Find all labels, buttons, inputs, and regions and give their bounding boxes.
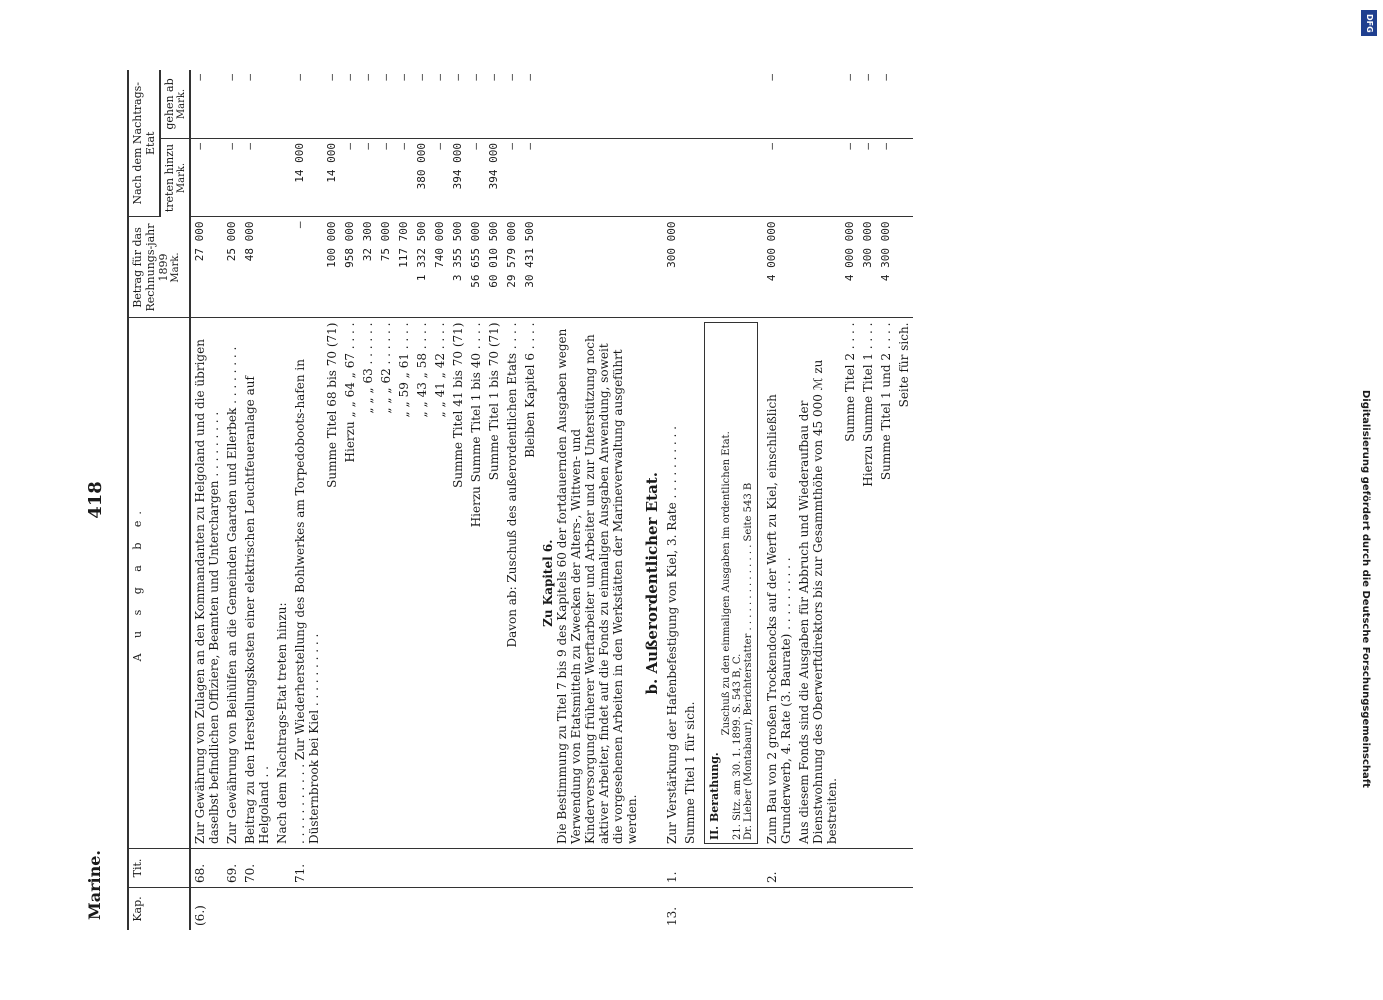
sum-row [467,70,485,930]
betrag-cell: 300 000 [859,217,877,318]
kap-cell [681,888,699,931]
zu-kapitel-row [539,70,641,930]
table-row [273,70,291,930]
table-row [763,70,795,930]
betrag-cell: — [291,217,323,318]
tit-cell [431,849,449,888]
hinzu-cell: — [467,139,485,218]
tit-cell [449,849,467,888]
sum-label: Hierzu Summe Titel 1 . . . . [859,318,877,849]
hinzu-cell: — [521,139,539,218]
ab-cell: — [395,70,413,139]
col-ab-label: gehen ab [162,78,176,130]
tit-cell [521,849,539,888]
table-row [663,70,681,930]
betrag-cell: 56 655 000 [467,217,485,318]
ab-cell: — [359,70,377,139]
page-header [85,80,115,920]
hinzu-cell: — [395,139,413,218]
ab-cell: — [449,70,467,139]
ab-cell: — [763,70,795,139]
beratung-line1: Zuschuß zu den einmaligen Ausgaben im ordentlichen Etat. [720,431,732,736]
kap-cell [413,888,431,931]
col-kap: Kap. [128,888,190,931]
col-ab [160,70,190,139]
tit-cell [841,849,859,888]
col-tit: Tit. [128,849,190,888]
item-text: Zum Bau von 2 großen Trockendocks auf der Werft zu Kiel, einschließlich Grunderwerb, 4. Rate (3. Baurate) . . . . . . . . . . [763,318,795,849]
kap-cell [467,888,485,931]
table-body-sums-b [841,70,913,930]
kap-cell [291,888,323,931]
sum-row [395,70,413,930]
hinzu-cell: — [431,139,449,218]
tit-cell [467,849,485,888]
betrag-cell: 4 000 000 [841,217,859,318]
rotated-sheet [67,50,1317,950]
betrag-cell: 100 000 [323,217,341,318]
zu-kapitel-heading: Zu Kapitel 6. [540,539,555,627]
ab-cell: — [223,70,241,139]
sum-label: Hierzu Summe Titel 1 bis 40 . . . . [467,318,485,849]
tit-cell: 69. [223,849,241,888]
side-note [1357,10,1377,990]
kap-cell: 13. [664,906,679,926]
betrag-cell: 4 300 000 [877,217,895,318]
col-betrag-unit: Mark. [169,252,181,283]
sum-label: Seite für sich. [895,318,913,849]
hinzu-cell [795,139,841,218]
betrag-cell [795,217,841,318]
betrag-cell: 27 000 [190,217,223,318]
hinzu-cell: — [763,139,795,218]
sum-label: Hierzu „ „ 64 „ 67 . . . . [341,318,359,849]
col-nachtrag: Nach dem Nachtrags-Etat [128,70,160,217]
betrag-cell: 25 000 [223,217,241,318]
item-text: Zur Gewährung von Beihülfen an die Gemeinden Gaarden und Ellerbek . . . . . . . . [223,318,241,849]
col-betrag [128,217,190,318]
tit-cell [413,849,431,888]
kap-cell [795,888,841,931]
hinzu-cell: — [359,139,377,218]
sum-label: „ „ 59 „ 61 . . . . [395,318,413,849]
kap-cell [395,888,413,931]
tit-cell [485,849,503,888]
kap-cell [431,888,449,931]
beratung-row [699,70,763,930]
table-row [795,70,841,930]
ab-cell: — [323,70,341,139]
sum-row [859,70,877,930]
kap-cell [859,888,877,931]
sum-row [841,70,859,930]
side-note-text: Digitalisierung gefördert durch die Deutsche Forschungsgemeinschaft [1360,390,1371,788]
section-b-row [641,70,663,930]
table-row [190,70,223,930]
ab-cell: — [841,70,859,139]
sum-row [895,70,913,930]
page-number: 418 [84,481,106,519]
ab-cell: — [291,70,323,139]
table-row [241,70,273,930]
tit-cell [341,849,359,888]
sum-row [377,70,395,930]
col-hinzu-label: treten hinzu [162,143,176,213]
sum-label: Summe Titel 41 bis 70 (71) [449,318,467,849]
ab-cell [795,70,841,139]
betrag-cell: 740 000 [431,217,449,318]
col-betrag-label: Betrag für das Rechnungs-jahr 1899 [130,223,170,312]
sum-label: „ „ 41 „ 42 . . . . [431,318,449,849]
ab-cell: — [521,70,539,139]
col-hinzu-unit: Mark. [175,162,187,194]
item-text: Aus diesem Fonds sind die Ausgaben für Abbruch und Wiederaufbau der Dienstwohnung des Oberwerftdirektors bis zur Gesammthöhe von 45 000 ℳ zu bestreiten. [795,318,841,849]
hinzu-cell: — [241,139,273,218]
ab-cell: — [877,70,895,139]
sum-row [359,70,377,930]
col-ab-unit: Mark. [175,88,187,120]
betrag-cell: 1 332 500 [413,217,431,318]
ab-cell: — [859,70,877,139]
hinzu-cell [681,139,699,218]
betrag-cell: 60 010 500 [485,217,503,318]
hinzu-cell: — [503,139,521,218]
hinzu-cell [663,139,681,218]
tit-cell [359,849,377,888]
kap-cell [273,888,291,931]
sum-row [521,70,539,930]
tit-cell: 70. [241,849,273,888]
kap-cell [485,888,503,931]
section-b-title: b. Außerordentlicher Etat. [641,318,663,849]
kap-cell [323,888,341,931]
betrag-cell: 29 579 000 [503,217,521,318]
betrag-cell: 30 431 500 [521,217,539,318]
kap-cell: (6.) [192,905,207,926]
ab-cell [681,70,699,139]
ab-cell [663,70,681,139]
betrag-cell: 117 700 [395,217,413,318]
ab-cell: — [413,70,431,139]
sum-label: „ „ 43 „ 58 . . . . [413,318,431,849]
table-row [291,70,323,930]
hinzu-cell: — [841,139,859,218]
budget-table [127,70,913,930]
tit-cell [859,849,877,888]
item-text: Nach dem Nachtrags-Etat treten hinzu: [273,318,291,849]
kap-cell [241,888,273,931]
beratung-title: II. Berathung. [707,752,721,840]
tit-cell [377,849,395,888]
sum-label: „ „ „ 63 . . . . . . [359,318,377,849]
betrag-cell: 75 000 [377,217,395,318]
dfg-badge: DFG [1361,10,1377,36]
item-text: . . . . . . . . . . . Zur Wiederherstellung des Bohlwerkes am Torpedoboots-hafen in Düsternbrook bei Kiel . . . . . . . . . . [291,318,323,849]
betrag-cell: 958 000 [341,217,359,318]
col-hinzu [160,139,190,218]
beratung-box [704,323,758,845]
betrag-cell: 48 000 [241,217,273,318]
ab-cell: — [341,70,359,139]
hinzu-cell: — [341,139,359,218]
item-text: Summe Titel 1 für sich. [681,318,699,849]
hinzu-cell: 394 000 [485,139,503,218]
zu-kapitel-section [539,70,663,930]
kap-cell [341,888,359,931]
table-row [223,70,241,930]
kap-cell [223,888,241,931]
sum-row [485,70,503,930]
tit-cell: 1. [663,849,681,888]
ab-cell [273,70,291,139]
betrag-cell [681,217,699,318]
betrag-cell: 32 300 [359,217,377,318]
sum-label: Bleiben Kapitel 6 . . . . [521,318,539,849]
hinzu-cell: — [190,139,223,218]
kap-cell [521,888,539,931]
beratung-cell [699,318,763,849]
kap-cell [841,888,859,931]
tit-cell [895,849,913,888]
ab-cell: — [467,70,485,139]
col-ausgabe: A u s g a b e. [128,318,190,849]
kap-cell [359,888,377,931]
tit-cell [681,849,699,888]
hinzu-cell: 14 000 [291,139,323,218]
hinzu-cell: 394 000 [449,139,467,218]
betrag-cell: 4 000 000 [763,217,795,318]
sum-label: Summe Titel 68 bis 70 (71) [323,318,341,849]
beratung-line2: 21. Sitz. am 30. 1. 1899. S. 543 B, C. [731,653,743,840]
hinzu-cell [895,139,913,218]
table-body-sums-a [323,70,539,930]
kap-cell [763,888,795,931]
zu-kapitel-text: Die Bestimmung zu Titel 7 bis 9 des Kapitels 60 der fortdauernden Ausgaben wegen Verwendung von Etatsmitteln zu Zwecken der Alters-, Wittwen- und Kinderversorgung früherer Werftarbeiter und Arbeiter und zur Unterstützung noch aktiver Arbeiter, findet auf die Fonds zu einmaligen Ausgaben Anwendung, soweit die vorgesehenen Arbeiten in den Werkstätten der Marineverwaltung ausgeführt werden. [554,328,639,844]
sum-label: Summe Titel 1 bis 70 (71) [485,318,503,849]
betrag-cell [895,217,913,318]
kap-cell [877,888,895,931]
hinzu-cell: — [877,139,895,218]
kap-cell [503,888,521,931]
betrag-cell [273,217,291,318]
table-row [681,70,699,930]
tit-cell [795,849,841,888]
ab-cell [895,70,913,139]
ab-cell: — [190,70,223,139]
hinzu-cell: 380 000 [413,139,431,218]
beratung-reporter: Dr. Lieber (Montabaur), Berichterstatter . . . . . . . . . . . . . . [742,544,754,840]
header-row [128,70,160,930]
section-label: Marine. [84,850,104,920]
item-text: Beitrag zu den Herstellungskosten einer elektrischen Leuchtfeueranlage auf Helgoland . . [241,318,273,849]
kap-cell [377,888,395,931]
sum-label: „ „ „ 62 . . . . . . [377,318,395,849]
sum-row [341,70,359,930]
sum-row [323,70,341,930]
beratung-line3 [743,327,754,841]
ab-cell: — [377,70,395,139]
sum-row [413,70,431,930]
sum-label: Summe Titel 1 und 2 . . . . [877,318,895,849]
table-body-a [190,70,323,930]
hinzu-cell: 14 000 [323,139,341,218]
sum-label: Davon ab: Zuschuß des außerordentlichen Etats . . . . [503,318,521,849]
ab-cell: — [503,70,521,139]
sum-row [431,70,449,930]
tit-cell [273,849,291,888]
ab-cell: — [485,70,503,139]
beratung-seite: Seite 543 B [742,482,754,542]
tit-cell [877,849,895,888]
betrag-cell: 300 000 [663,217,681,318]
tit-cell [323,849,341,888]
zu-kapitel-cell [539,318,641,849]
ab-cell: — [241,70,273,139]
betrag-cell: 3 355 500 [449,217,467,318]
hinzu-cell: — [859,139,877,218]
ab-cell: — [431,70,449,139]
tit-cell [503,849,521,888]
sum-row [449,70,467,930]
item-text: Zur Verstärkung der Hafenbefestigung von Kiel, 3. Rate . . . . . . . . . . [663,318,681,849]
item-text: Zur Gewährung von Zulagen an den Kommandanten zu Helgoland und die übrigen daselbst befindlichen Offiziere, Beamten und Unterchargen . . . . . . . . . [190,318,223,849]
tit-cell [395,849,413,888]
tit-cell: 68. [190,849,223,888]
hinzu-cell: — [377,139,395,218]
tit-cell: 71. [291,849,323,888]
sum-label: Summe Titel 2 . . . . [841,318,859,849]
table-body-b2 [763,70,841,930]
kap-cell [895,888,913,931]
hinzu-cell: — [223,139,241,218]
tit-cell: 2. [763,849,795,888]
beratung-section [699,70,763,930]
sum-row [877,70,895,930]
sum-row [503,70,521,930]
hinzu-cell [273,139,291,218]
table-body-b [663,70,699,930]
kap-cell [449,888,467,931]
